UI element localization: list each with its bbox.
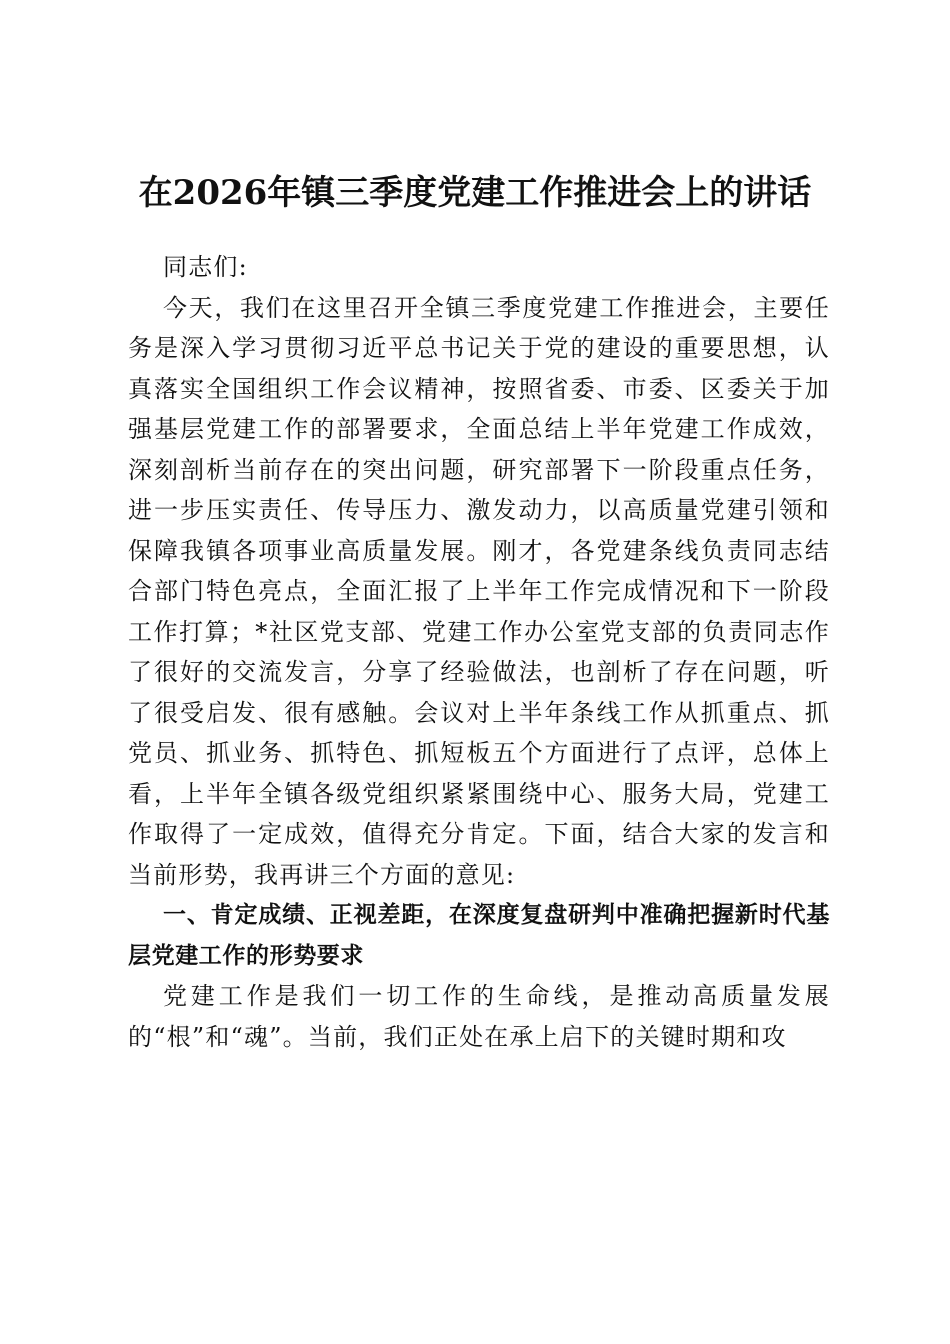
section-heading-1: 一、肯定成绩、正视差距，在深度复盘研判中准确把握新时代基层党建工作的形势要求	[128, 902, 830, 969]
paragraph-intro: 今天，我们在这里召开全镇三季度党建工作推进会，主要任务是深入学习贯彻习近平总书记关于党的建设的重要思想，认真落实全国组织工作会议精神，按照省委、市委、区委关于加强基层党建工作的部署要求，全面总结上半年党建工作成效，深刻剖析当前存在的突出问题，研究部署下一阶段重点任务，进一步压实责任、传导压力、激发动力，以高质量党建引领和保障我镇各项事业高质量发展。刚才，各党建条线负责同志结合部门特色亮点，全面汇报了上半年工作完成情况和下一阶段工作打算；*社区党支部、党建工作办公室党支部的负责同志作了很好的交流发言，分享了经验做法，也剖析了存在问题，听了很受启发、很有感触。会议对上半年条线工作从抓重点、抓党员、抓业务、抓特色、抓短板五个方面进行了点评，总体上看，上半年全镇各级党组织紧紧围绕中心、服务大局，党建工作取得了一定成效，值得充分肯定。下面，结合大家的发言和当前形势，我再讲三个方面的意见:	[128, 293, 830, 889]
document-body	[128, 247, 830, 1057]
salutation: 同志们:	[163, 253, 248, 281]
document-title: 在2026年镇三季度党建工作推进会上的讲话	[138, 173, 812, 213]
paragraph-section-1: 党建工作是我们一切工作的生命线，是推动高质量发展的“根”和“魂”。当前，我们正处在承上启下的关键时期和攻	[128, 982, 830, 1051]
